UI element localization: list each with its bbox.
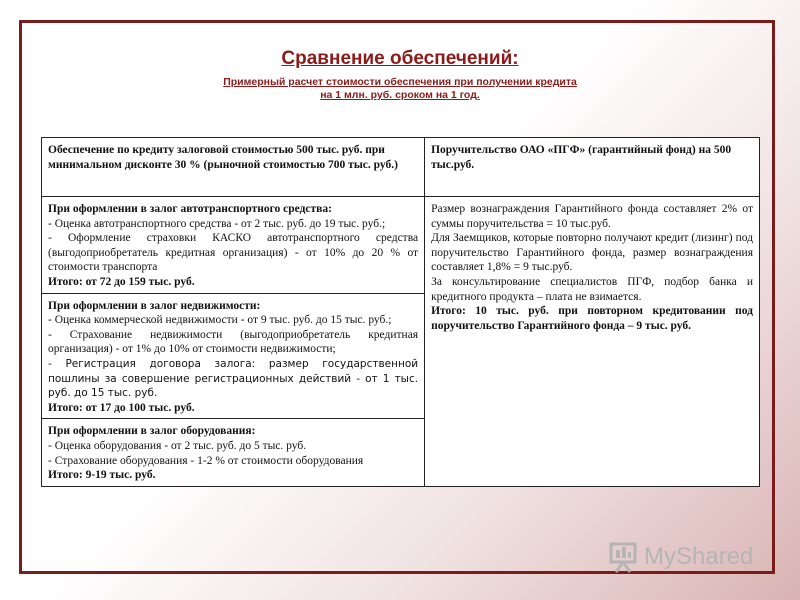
guarantee-total: Итого: 10 тыс. руб. при повторном кредитовании под поручительство Гарантийного фонда – 9 тыс. руб. (431, 305, 753, 332)
page-title: Сравнение обеспечений: (281, 48, 519, 69)
realty-heading: При оформлении в залог недвижимости: (48, 299, 261, 312)
realty-line-1: - Оценка коммерческой недвижимости - от 9 тыс. руб. до 15 тыс. руб.; (48, 314, 392, 327)
subtitle-line-1: Примерный расчет стоимости обеспечения при получении кредита (223, 76, 577, 88)
equipment-heading: При оформлении в залог оборудования: (48, 425, 256, 438)
cell-realty (42, 293, 425, 419)
header-guarantee: Поручительство ОАО «ПГФ» (гарантийный фонд) на 500 тыс.руб. (425, 138, 760, 197)
presentation-board-icon (606, 540, 640, 574)
header-collateral: Обеспечение по кредиту залоговой стоимостью 500 тыс. руб. при минимальном дисконте 30 % (рыночной стоимостью 700 тыс. руб.) (42, 138, 425, 197)
cell-guarantee (425, 197, 760, 487)
watermark-text: MyShared (644, 543, 754, 570)
transport-heading: При оформлении в залог автотранспортного средства: (48, 203, 332, 215)
realty-line-2: - Страхование недвижимости (выгодоприобретатель кредитная организация) - от 1% до 10% от стоимости недвижимости; (48, 328, 419, 356)
table-header-row (42, 138, 760, 197)
cell-equipment (42, 419, 425, 486)
realty-line-3: - Регистрация договора залога: размер государственной пошлины за совершение регистрационных действий - от 1 тыс. руб. до 15 тыс. руб. (48, 357, 419, 400)
table-row (42, 197, 760, 294)
transport-line-1: - Оценка автотранспортного средства - от 2 тыс. руб. до 19 тыс. руб.; (48, 217, 386, 230)
equipment-total: Итого: 9-19 тыс. руб. (48, 469, 156, 482)
cell-transport (42, 197, 425, 294)
transport-line-2: - Оформление страховки КАСКО автотранспортного средства (выгодоприобретатель кредитная организация) - от 10% до 20 % от стоимости транспорта (48, 232, 419, 274)
equipment-line-2: - Страхование оборудования - 1-2 % от стоимости оборудования (48, 454, 364, 467)
transport-total: Итого: от 72 до 159 тыс. руб. (48, 275, 195, 288)
comparison-table (41, 137, 760, 487)
realty-total: Итого: от 17 до 100 тыс. руб. (48, 401, 195, 414)
subtitle-line-2: на 1 млн. руб. сроком на 1 год. (320, 89, 480, 101)
guarantee-p2: Для Заемщиков, которые повторно получают кредит (лизинг) под поручительство Гарантийного фонда, размер вознаграждения составляет 1,8% = 9 тыс.руб. (431, 232, 753, 274)
guarantee-p1: Размер вознаграждения Гарантийного фонда составляет 2% от суммы поручительства = 10 тыс.руб. (431, 203, 753, 230)
guarantee-p3: За консультирование специалистов ПГФ, подбор банка и кредитного продукта – плата не взимается. (431, 275, 753, 303)
watermark-logo (606, 537, 753, 577)
page-subtitle (0, 76, 800, 102)
equipment-line-1: - Оценка оборудования - от 2 тыс. руб. до 5 тыс. руб. (48, 439, 307, 452)
